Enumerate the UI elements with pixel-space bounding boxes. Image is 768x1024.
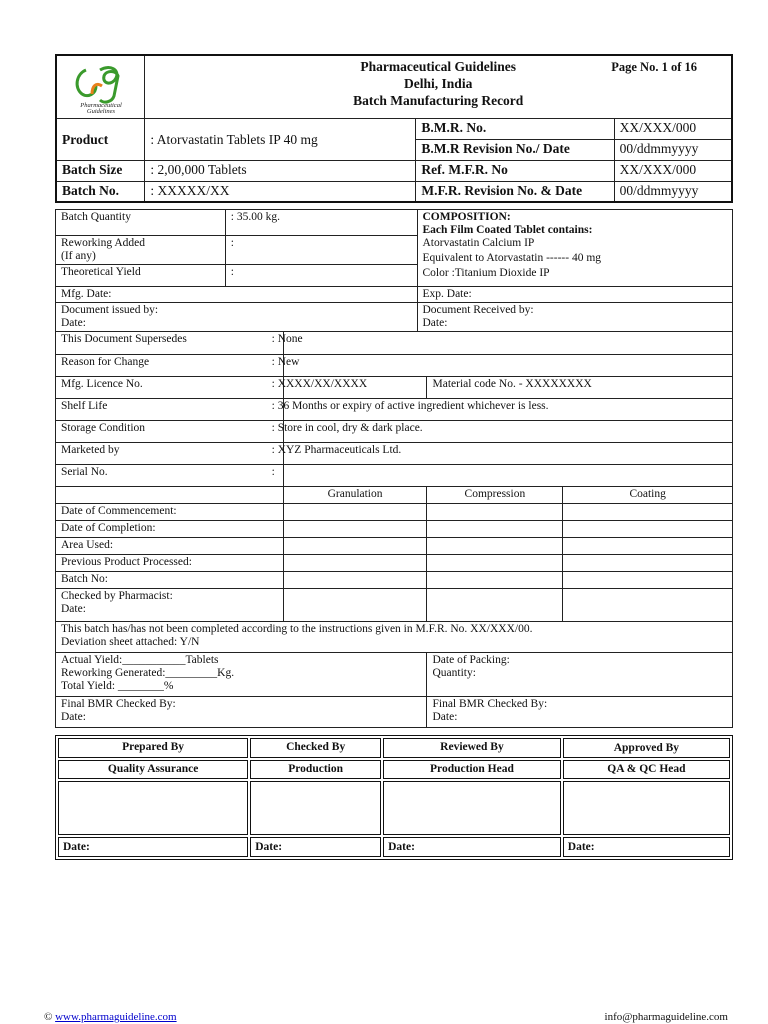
completion-statement bbox=[56, 622, 733, 653]
dept-production-head: Production Head bbox=[383, 760, 561, 779]
serial-value-text: : bbox=[271, 466, 275, 478]
marketed-value bbox=[271, 443, 732, 465]
licence-label: Mfg. Licence No. bbox=[56, 377, 284, 399]
role-checked-by: Checked By bbox=[250, 738, 381, 758]
serial-value bbox=[271, 465, 732, 487]
actual-yield: Actual Yield:___________Tablets bbox=[61, 654, 219, 666]
mfr-rev-label: M.F.R. Revision No. & Date bbox=[416, 181, 614, 202]
footer-email: info@pharmaguideline.com bbox=[604, 1011, 728, 1023]
signature-date[interactable]: Date: bbox=[250, 837, 381, 857]
marketed-label: Marketed by bbox=[56, 443, 284, 465]
checked-by-pharmacist-label: Checked by Pharmacist: bbox=[61, 590, 173, 602]
role-reviewed-by: Reviewed By bbox=[383, 738, 561, 758]
composition-title: COMPOSITION: bbox=[422, 211, 511, 223]
final-bmr-checked-by-right: Final BMR Checked By: bbox=[432, 698, 548, 710]
process-cell[interactable] bbox=[427, 504, 563, 521]
process-cell[interactable] bbox=[283, 555, 427, 572]
document-issued bbox=[56, 303, 418, 332]
pharma-guidelines-logo-icon bbox=[66, 56, 136, 114]
process-cell[interactable] bbox=[427, 555, 563, 572]
rework-label bbox=[56, 236, 226, 265]
dept-quality-assurance: Quality Assurance bbox=[58, 760, 248, 779]
rework-value: : bbox=[225, 236, 417, 265]
theoretical-yield-value: : bbox=[225, 265, 417, 287]
signature-box[interactable] bbox=[563, 781, 730, 835]
doc-title: Batch Manufacturing Record bbox=[353, 93, 524, 108]
process-cell[interactable] bbox=[563, 538, 733, 555]
licence-value-text: : XXXX/XX/XXXX bbox=[271, 378, 368, 390]
theoretical-yield-label: Theoretical Yield bbox=[56, 265, 226, 287]
mfr-rev-value: 00/ddmmyyyy bbox=[614, 181, 732, 202]
logo-text-1: Pharmaceutical bbox=[79, 102, 122, 110]
bmr-rev-label: B.M.R Revision No./ Date bbox=[416, 139, 614, 160]
document-received-date: Date: bbox=[422, 317, 448, 329]
shelf-life-value bbox=[271, 399, 732, 421]
licence-value bbox=[271, 377, 427, 399]
batch-no-value: : XXXXX/XX bbox=[145, 181, 416, 202]
checked-by-pharmacist-date: Date: bbox=[61, 603, 86, 615]
batch-size-label: Batch Size bbox=[56, 160, 145, 181]
process-cell[interactable] bbox=[283, 572, 427, 589]
process-row-label: Batch No: bbox=[56, 572, 284, 589]
process-row-label: Date of Completion: bbox=[56, 521, 284, 538]
composition-line-2: Equivalent to Atorvastatin ------ 40 mg bbox=[422, 252, 602, 264]
material-code: Material code No. - XXXXXXXX bbox=[427, 377, 733, 399]
completion-line-1: This batch has/has not been completed according to the instructions given in M.F.R. No. XX/XXX/00. bbox=[61, 623, 533, 635]
exp-date: Exp. Date: bbox=[417, 287, 733, 303]
logo bbox=[56, 55, 145, 118]
process-cell[interactable] bbox=[283, 538, 427, 555]
document-issued-date: Date: bbox=[61, 317, 86, 329]
batch-qty-value: : 35.00 kg. bbox=[225, 210, 417, 236]
header-title-block bbox=[145, 55, 732, 118]
signature-box[interactable] bbox=[250, 781, 381, 835]
date-of-packing: Date of Packing: bbox=[432, 654, 510, 666]
supersedes-value bbox=[271, 332, 732, 355]
storage-value bbox=[271, 421, 732, 443]
document-issued-by: Document issued by: bbox=[61, 304, 159, 316]
copyright-symbol: © bbox=[44, 1011, 53, 1023]
process-row-label: Previous Product Processed: bbox=[56, 555, 284, 572]
bmr-no-value: XX/XXX/000 bbox=[614, 118, 732, 139]
process-cell[interactable] bbox=[563, 521, 733, 538]
process-cell[interactable] bbox=[563, 589, 733, 622]
compression-header: Compression bbox=[427, 487, 563, 504]
signature-box[interactable] bbox=[383, 781, 561, 835]
shelf-life-value-text: : 36 Months or expiry of active ingredient whichever is less. bbox=[271, 400, 549, 412]
deviation-line: Deviation sheet attached: Y/N bbox=[61, 636, 200, 648]
total-yield: Total Yield: ________% bbox=[61, 680, 174, 692]
process-cell[interactable] bbox=[427, 538, 563, 555]
supersedes-value-text: : None bbox=[271, 333, 303, 345]
checked-by-pharmacist bbox=[56, 589, 284, 622]
logo-text-2: Guidelines bbox=[86, 108, 115, 115]
dept-production: Production bbox=[250, 760, 381, 779]
final-bmr-date-right: Date: bbox=[432, 711, 458, 723]
ref-mfr-value: XX/XXX/000 bbox=[614, 160, 732, 181]
mfg-date: Mfg. Date: bbox=[56, 287, 418, 303]
signature-date[interactable]: Date: bbox=[383, 837, 561, 857]
dept-qa-qc-head: QA & QC Head bbox=[563, 760, 730, 779]
process-cell[interactable] bbox=[563, 572, 733, 589]
final-bmr-check-right bbox=[427, 697, 733, 728]
reworking-generated: Reworking Generated:_________Kg. bbox=[61, 667, 235, 679]
product-label: Product bbox=[56, 118, 145, 160]
page-number: Page No. 1 of 16 bbox=[611, 60, 697, 74]
role-approved-by: Approved By bbox=[563, 738, 730, 758]
yield-block bbox=[56, 653, 427, 697]
composition-line-1: Atorvastatin Calcium IP bbox=[422, 237, 535, 249]
marketed-value-text: : XYZ Pharmaceuticals Ltd. bbox=[271, 444, 402, 456]
process-cell[interactable] bbox=[283, 504, 427, 521]
shelf-life-label: Shelf Life bbox=[56, 399, 284, 421]
packing-quantity: Quantity: bbox=[432, 667, 476, 679]
process-cell[interactable] bbox=[283, 589, 427, 622]
reason-value-text: : New bbox=[271, 356, 300, 368]
signatures-table bbox=[55, 735, 733, 860]
reason-label: Reason for Change bbox=[56, 355, 284, 377]
location: Delhi, India bbox=[404, 76, 473, 91]
bmr-rev-value: 00/ddmmyyyy bbox=[614, 139, 732, 160]
signature-box[interactable] bbox=[58, 781, 248, 835]
coating-header: Coating bbox=[563, 487, 733, 504]
process-row-label: Date of Commencement: bbox=[56, 504, 284, 521]
composition-line-3: Color :Titanium Dioxide IP bbox=[422, 267, 550, 279]
details-table bbox=[55, 209, 733, 728]
composition-block bbox=[417, 210, 733, 287]
ref-mfr-label: Ref. M.F.R. No bbox=[416, 160, 614, 181]
rework-label-2: (If any) bbox=[61, 250, 96, 262]
final-bmr-date-left: Date: bbox=[61, 711, 86, 723]
process-cell[interactable] bbox=[427, 589, 563, 622]
final-bmr-check-left bbox=[56, 697, 427, 728]
storage-value-text: : Store in cool, dry & dark place. bbox=[271, 422, 423, 434]
product-value: : Atorvastatin Tablets IP 40 mg bbox=[145, 118, 416, 160]
document-received bbox=[417, 303, 733, 332]
granulation-header: Granulation bbox=[283, 487, 427, 504]
process-cell[interactable] bbox=[563, 504, 733, 521]
serial-label: Serial No. bbox=[56, 465, 284, 487]
batch-qty-label: Batch Quantity bbox=[56, 210, 226, 236]
signature-date[interactable]: Date: bbox=[563, 837, 730, 857]
process-header-blank bbox=[56, 487, 284, 504]
final-bmr-checked-by-left: Final BMR Checked By: bbox=[61, 698, 176, 710]
rework-label-1: Reworking Added bbox=[61, 237, 146, 249]
document-received-by: Document Received by: bbox=[422, 304, 534, 316]
signature-date[interactable]: Date: bbox=[58, 837, 248, 857]
composition-sub: Each Film Coated Tablet contains: bbox=[422, 224, 593, 236]
bmr-no-label: B.M.R. No. bbox=[416, 118, 614, 139]
supersedes-label: This Document Supersedes bbox=[56, 332, 284, 355]
org-name: Pharmaceutical Guidelines bbox=[360, 59, 516, 74]
header-table bbox=[55, 54, 733, 203]
storage-label: Storage Condition bbox=[56, 421, 284, 443]
website-link[interactable]: www.pharmaguideline.com bbox=[55, 1011, 177, 1023]
process-cell[interactable] bbox=[283, 521, 427, 538]
reason-value bbox=[271, 355, 732, 377]
footer-left bbox=[44, 1011, 177, 1023]
process-row-label: Area Used: bbox=[56, 538, 284, 555]
process-cell[interactable] bbox=[427, 572, 563, 589]
role-prepared-by: Prepared By bbox=[58, 738, 248, 758]
batch-size-value: : 2,00,000 Tablets bbox=[145, 160, 416, 181]
packing-block bbox=[427, 653, 733, 697]
batch-no-label: Batch No. bbox=[56, 181, 145, 202]
process-cell[interactable] bbox=[563, 555, 733, 572]
process-cell[interactable] bbox=[427, 521, 563, 538]
